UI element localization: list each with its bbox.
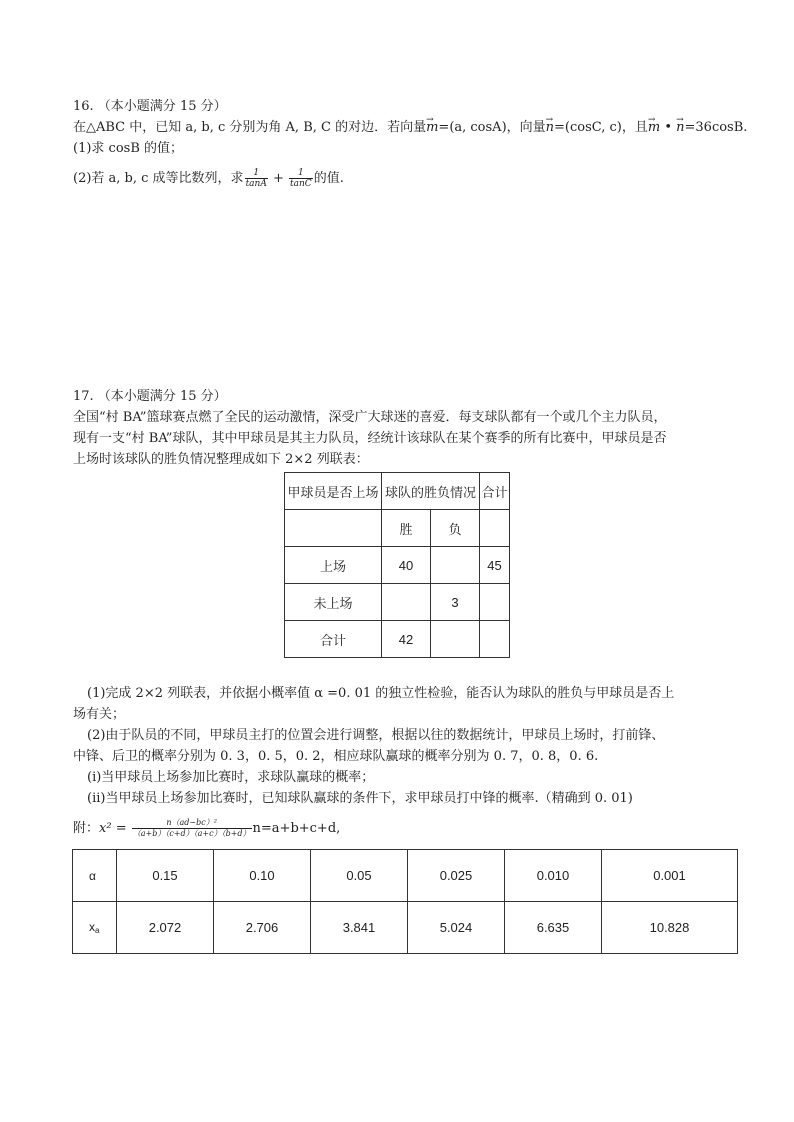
q17-sub2-line1: (2)由于队员的不同，甲球员主打的位置会进行调整，根据以往的数据统计，甲球员上场时，打前锋、 — [87, 728, 665, 743]
q17-title: 17. （本小题满分 15 分） — [73, 389, 227, 404]
cell-lose — [431, 547, 480, 584]
chi-square-fraction — [132, 818, 252, 839]
q16-stem-a: 在△ABC 中，已知 a, b, c 分别为角 A, B, C 的对边．若向量 — [73, 120, 427, 135]
row-label: 上场 — [285, 547, 382, 584]
q17-sub1-line1: (1)完成 2×2 列联表，并依据小概率值 α =0. 01 的独立性检验，能否认为球队的胜负与甲球员是否上 — [87, 686, 675, 701]
alpha-cell: 0.10 — [214, 850, 311, 902]
chi-square-lhs: x² = — [99, 821, 127, 836]
cell-total — [480, 584, 510, 621]
empty-cell — [285, 510, 382, 547]
chi-square-num: n（ad−bc）² — [132, 818, 252, 829]
x-label — [73, 902, 117, 954]
vector-n-dot: → n — [676, 120, 684, 135]
cell-win: 42 — [382, 621, 431, 658]
chi-square-den: （a+b）（c+d）（a+c）（b+d） — [132, 829, 251, 838]
alpha-cell: 0.010 — [505, 850, 602, 902]
x-label-sub: a — [95, 926, 100, 935]
x-label-main: x — [89, 920, 95, 934]
cell-lose: 3 — [431, 584, 480, 621]
fraction-tanC — [289, 168, 313, 189]
table-subheader-row — [285, 510, 510, 547]
header-win: 胜 — [382, 510, 431, 547]
alpha-cell: 0.15 — [117, 850, 214, 902]
appendix-label: 附： — [73, 821, 100, 836]
x-cell: 2.706 — [214, 902, 311, 954]
fraction-den-tanA: tanA — [245, 179, 267, 189]
plus-sign: + — [272, 171, 284, 186]
q16-part2-a: (2)若 a, b, c 成等比数列，求 — [73, 171, 244, 186]
appendix-formula — [73, 818, 340, 839]
table-header-row — [285, 473, 510, 510]
q17-sub1-line2: 场有关； — [73, 707, 126, 722]
q17-para-1: 全国“村 BA”篮球赛点燃了全民的运动激情，深受广大球迷的喜爱．每支球队都有一个或几个主力队员， — [73, 410, 667, 425]
critical-value-table — [72, 849, 738, 954]
q17-sub2-ii: (ii)当甲球员上场参加比赛时，已知球队赢球的条件下，求甲球员打中锋的概率.（精确到 0. 01) — [87, 791, 633, 806]
q16-part2-b: 的值. — [313, 171, 344, 186]
vector-n: → n — [546, 120, 554, 135]
alpha-cell: 0.05 — [311, 850, 408, 902]
table-row — [285, 584, 510, 621]
fraction-tanA — [245, 168, 268, 189]
critical-x-row — [73, 902, 738, 954]
contingency-table — [284, 472, 510, 658]
alpha-cell: 0.025 — [408, 850, 505, 902]
x-cell: 6.635 — [505, 902, 602, 954]
q17-sub2-i: (i)当甲球员上场参加比赛时，求球队赢球的概率； — [87, 770, 375, 785]
q16-stem-d: =36cosB. — [684, 120, 748, 135]
q16-stem: 在△ABC 中，已知 a, b, c 分别为角 A, B, C 的对边．若向量→ m=(a, cosA)，向量→ n=(cosC, c)，且→ m • → n=36cosB. — [73, 119, 747, 137]
x-cell: 10.828 — [602, 902, 738, 954]
fraction-num-1: 1 — [245, 168, 268, 179]
cell-win: 40 — [382, 547, 431, 584]
x-cell: 2.072 — [117, 902, 214, 954]
q16-part1: (1)求 cosB 的值； — [73, 141, 184, 156]
vector-m: → m — [426, 120, 438, 135]
cell-total — [480, 621, 510, 658]
empty-cell — [480, 510, 510, 547]
header-lose: 负 — [431, 510, 480, 547]
q16-part2 — [73, 168, 344, 189]
cell-win — [382, 584, 431, 621]
q17-para-2: 现有一支“村 BA”球队，其中甲球员是其主力队员，经统计该球队在某个赛季的所有比赛中，甲球员是否 — [73, 431, 667, 446]
cell-total: 45 — [480, 547, 510, 584]
chi-square-rest: n=a+b+c+d, — [252, 821, 341, 836]
fraction-num-2: 1 — [289, 168, 313, 179]
q16-title: 16. （本小题满分 15 分） — [73, 99, 227, 114]
q17-sub2-line2: 中锋、后卫的概率分别为 0. 3，0. 5，0. 2，相应球队赢球的概率分别为 0. 7，0. 8，0. 6. — [73, 749, 599, 764]
x-cell: 3.841 — [311, 902, 408, 954]
vector-m-dot: → m — [648, 120, 660, 135]
header-played: 甲球员是否上场 — [285, 473, 382, 510]
row-label: 合计 — [285, 621, 382, 658]
fraction-den-tanC: tanC — [290, 179, 312, 189]
x-cell: 5.024 — [408, 902, 505, 954]
header-result: 球队的胜负情况 — [382, 473, 480, 510]
alpha-row — [73, 850, 738, 902]
alpha-label: α — [73, 850, 117, 902]
q17-para-3: 上场时该球队的胜负情况整理成如下 2×2 列联表： — [73, 452, 369, 467]
table-row — [285, 547, 510, 584]
q16-stem-c: =(cosC, c)，且 — [554, 120, 648, 135]
cell-lose — [431, 621, 480, 658]
row-label: 未上场 — [285, 584, 382, 621]
alpha-cell: 0.001 — [602, 850, 738, 902]
table-row — [285, 621, 510, 658]
header-total: 合计 — [480, 473, 510, 510]
q16-stem-b: =(a, cosA)，向量 — [438, 120, 546, 135]
